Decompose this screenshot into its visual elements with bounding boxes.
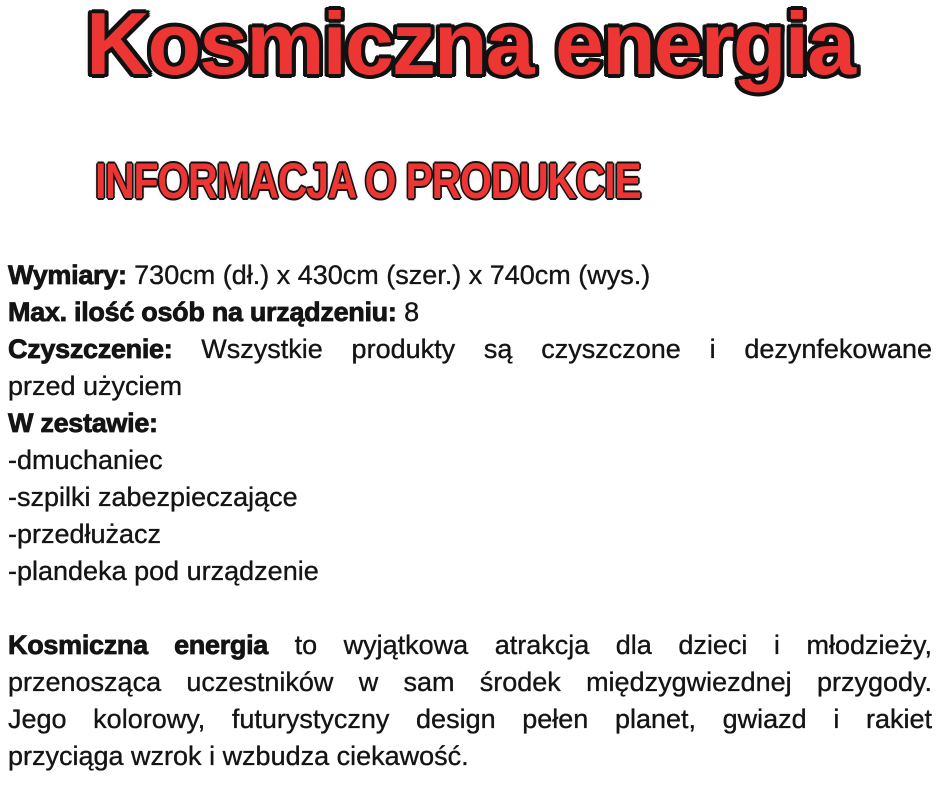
spec-dimensions: [8, 257, 932, 294]
description-line3: [8, 701, 932, 738]
spec-max-people-label: Max. ilość osób na urządzeniu:: [8, 297, 397, 327]
included-label: W zestawie:: [8, 408, 158, 438]
spec-dimensions-label: Wymiary:: [8, 260, 127, 290]
section-heading: INFORMACJA O PRODUKCIE: [95, 153, 641, 209]
list-item: [8, 479, 932, 516]
description-line1: [8, 627, 932, 664]
spec-max-people: [8, 294, 932, 331]
list-item: [8, 516, 932, 553]
description-line4-text: przyciąga wzrok i wzbudza ciekawość.: [8, 741, 469, 771]
list-item: [8, 442, 932, 479]
description-lead: Kosmiczna energia: [8, 630, 269, 660]
spec-cleaning-line1: [8, 331, 932, 368]
list-item: [8, 553, 932, 590]
included-heading: [8, 405, 932, 442]
list-item-text: -plandeka pod urządzenie: [8, 556, 319, 586]
description-line2-text: przenosząca uczestników w sam środek międzygwiezdnej przygody.: [8, 667, 932, 697]
spec-cleaning-label: Czyszczenie:: [8, 334, 173, 364]
product-info-body: [8, 257, 932, 775]
spec-cleaning-line2: [8, 368, 932, 405]
spec-cleaning-text: Wszystkie produkty są czyszczone i dezynfekowane: [172, 334, 932, 364]
spec-dimensions-value: 730cm (dł.) x 430cm (szer.) x 740cm (wys.): [126, 260, 651, 290]
page-title: Kosmiczna energia: [85, 0, 855, 93]
list-item-text: -przedłużacz: [8, 519, 162, 549]
description-line4: [8, 738, 932, 775]
paragraph-gap: [8, 590, 932, 627]
description-line3-text: Jego kolorowy, futurystyczny design pełen planet, gwiazd i rakiet: [8, 704, 932, 734]
description-line1-rest: to wyjątkowa atrakcja dla dzieci i młodzieży,: [268, 630, 932, 660]
list-item-text: -szpilki zabezpieczające: [8, 482, 298, 512]
spec-cleaning-text-cont: przed użyciem: [8, 371, 183, 401]
spec-max-people-value: 8: [396, 297, 420, 327]
list-item-text: -dmuchaniec: [8, 445, 163, 475]
description-line2: [8, 664, 932, 701]
